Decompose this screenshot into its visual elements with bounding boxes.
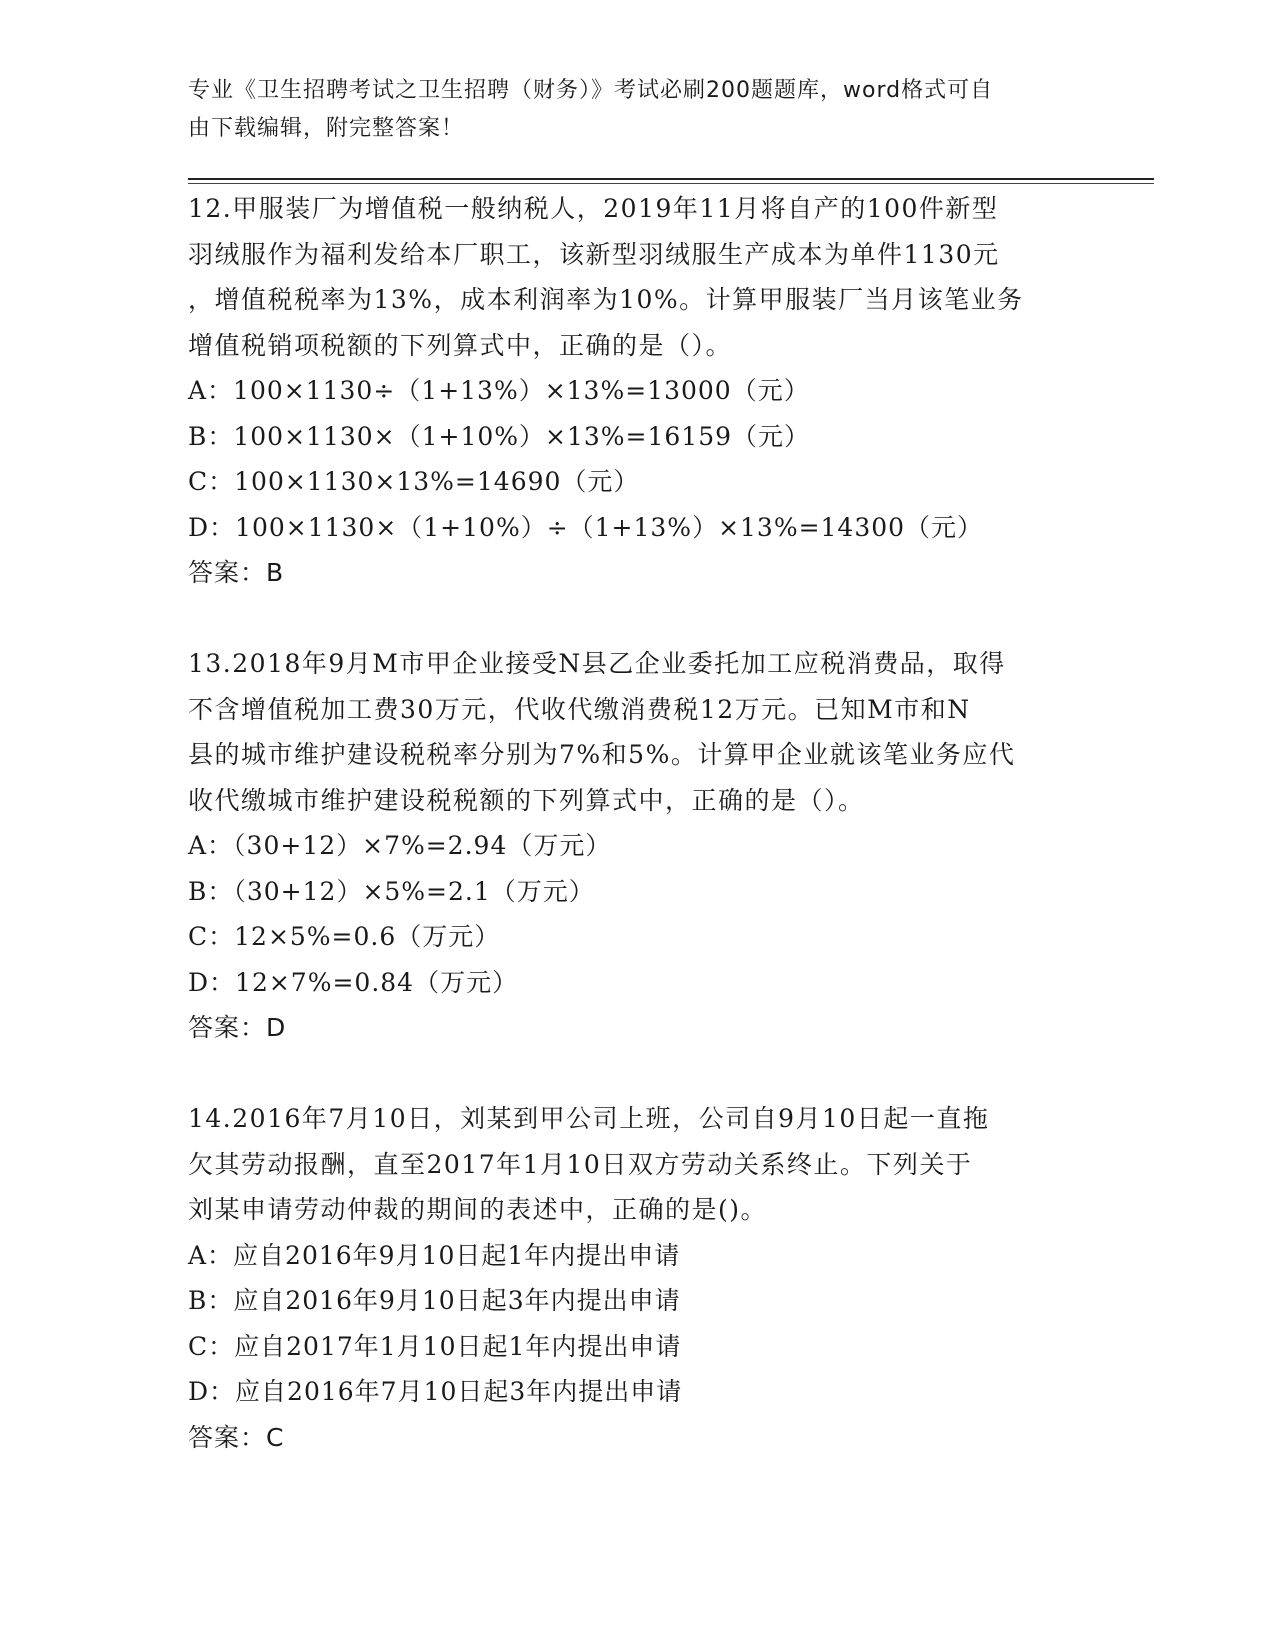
question-stem-line: 刘某申请劳动仲裁的期间的表述中，正确的是()。 bbox=[188, 1195, 768, 1224]
option-b: B：100×1130×（1+10%）×13%=16159（元） bbox=[188, 421, 811, 451]
question-13 bbox=[188, 641, 1088, 1051]
option-a: A：应自2016年9月10日起1年内提出申请 bbox=[188, 1240, 681, 1270]
option-c: C：12×5%=0.6（万元） bbox=[188, 922, 501, 951]
option-c: C：100×1130×13%=14690（元） bbox=[188, 467, 640, 496]
question-stem-line: 14.2016年7月10日，刘某到甲公司上班，公司自9月10日起一直拖 bbox=[188, 1104, 990, 1133]
question-stem-line: 13.2018年9月M市甲企业接受N县乙企业委托加工应税消费品，取得 bbox=[188, 649, 1006, 678]
question-stem-line: 羽绒服作为福利发给本厂职工，该新型羽绒服生产成本为单件1130元 bbox=[188, 239, 1000, 269]
header-line-1: 专业《卫生招聘考试之卫生招聘（财务）》考试必刷200题题库，word格式可自 bbox=[188, 78, 994, 103]
question-stem-line: 收代缴城市维护建设税税额的下列算式中，正确的是（）。 bbox=[188, 785, 865, 815]
option-d: D：100×1130×（1+10%）÷（1+13%）×13%=14300（元） bbox=[188, 512, 984, 542]
question-stem-line: ，增值税税率为13%，成本利润率为10%。计算甲服装厂当月该笔业务 bbox=[188, 285, 1024, 314]
question-stem-line: 县的城市维护建设税税率分别为7%和5%。计算甲企业就该笔业务应代 bbox=[188, 740, 1016, 769]
question-stem-line: 增值税销项税额的下列算式中，正确的是（）。 bbox=[188, 330, 733, 360]
option-a: A：100×1130÷（1+13%）×13%=13000（元） bbox=[188, 376, 810, 405]
option-a: A：（30+12）×7%=2.94（万元） bbox=[188, 831, 612, 860]
question-14 bbox=[188, 1096, 1088, 1460]
header-divider-thin bbox=[188, 183, 1154, 184]
option-d: D：应自2016年7月10日起3年内提出申请 bbox=[188, 1377, 683, 1406]
answer: 答案：C bbox=[188, 1422, 285, 1452]
option-b: B：（30+12）×5%=2.1（万元） bbox=[188, 876, 595, 906]
document-header bbox=[188, 72, 1068, 148]
question-stem-line: 不含增值税加工费30万元，代收代缴消费税12万元。已知M市和N bbox=[188, 694, 971, 724]
answer: 答案：D bbox=[188, 1013, 287, 1042]
question-stem-line: 欠其劳动报酬，直至2017年1月10日双方劳动关系终止。下列关于 bbox=[188, 1149, 973, 1179]
option-d: D：12×7%=0.84（万元） bbox=[188, 967, 519, 997]
option-c: C：应自2017年1月10日起1年内提出申请 bbox=[188, 1331, 682, 1361]
answer: 答案：B bbox=[188, 558, 285, 587]
question-stem-line: 12.甲服装厂为增值税一般纳税人，2019年11月将自产的100件新型 bbox=[188, 194, 999, 223]
question-12 bbox=[188, 186, 1088, 596]
header-divider-thick bbox=[188, 178, 1154, 180]
header-line-2: 由下载编辑，附完整答案！ bbox=[188, 116, 465, 141]
option-b: B：应自2016年9月10日起3年内提出申请 bbox=[188, 1286, 681, 1315]
